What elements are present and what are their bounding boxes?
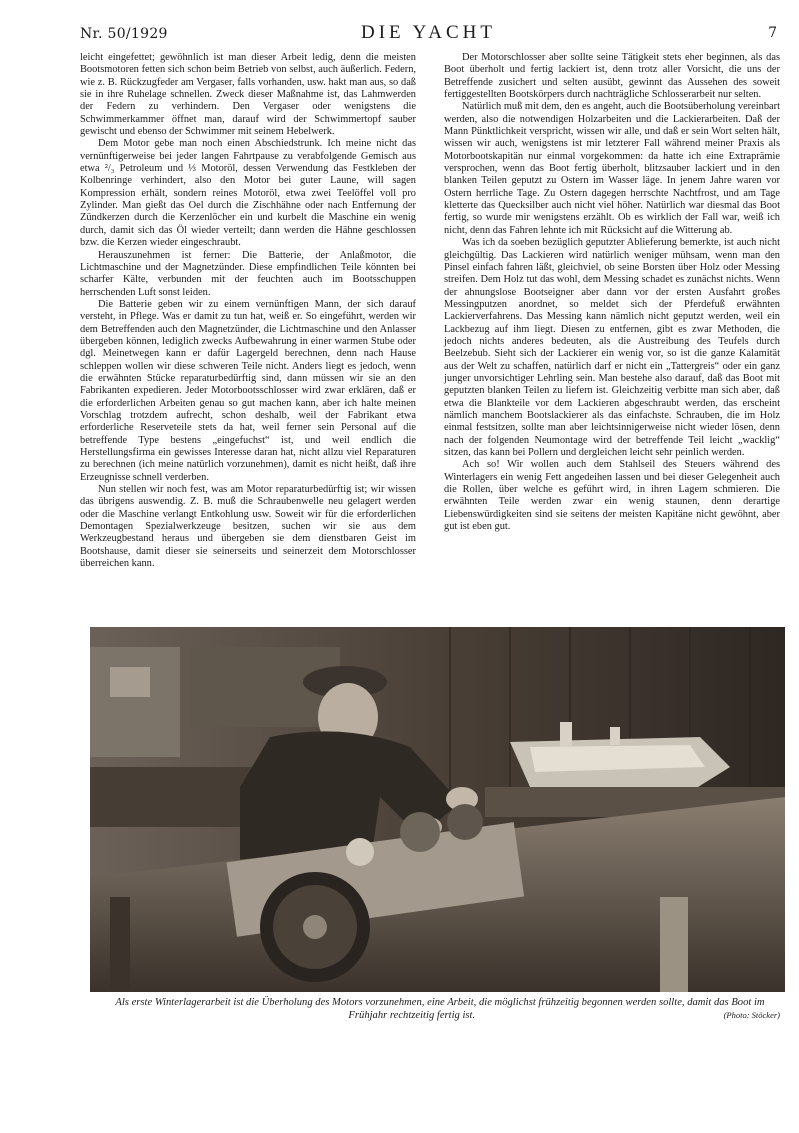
paragraph: Was ich da soeben bezüglich geputzter Ablieferung bemerkte, ist auch nicht gleichgültig. Das Lackieren wird natürlich weniger mühsam, wenn man den Pinsel einfach fahren läßt, gleichviel, ob seine Borsten über Holz oder Messing streifen. Dem Holz tut das wohl, dem Messing schadet es zunächst nichts. Wenn der ahnungslose Bootseigner aber dann vor der ersten Ausfahrt großes Messingputzen anordnet, so meldet sich der Pferdefuß erwähnten Lackierverfahrens. Das Messing kann nämlich nicht geputzt werden, weil ein Lackbezug auf ihm liegt. Diesen zu entfernen, gibt es zwar Methoden, die jedoch nichts anderes bedeuten, als die Austreibung des Teufels durch Beelzebub. Sieht sich der Lackierer ein wenig vor, so ist die ganze Kalamität aus der Welt zu schaffen, natürlich darf er nicht ein „Tattergreis“ oder ein ganz junger unvorsichtiger Lehrling sein. Man bestehe also darauf, daß das Boot mit geputzten blanken Teilen zu liefern ist. Gleichzeitig verbitte man sich aber, daß etwa die Blankteile vor dem Lackieren abgeschraubt werden, das erscheint nämlich manchem Bootslackierer als das einfachste. Schrauben, die im Holz einmal festsitzen, sollte man aber leichtsinnigerweise nicht wieder lösen, denn nach der folgenden Neumontage wird der betreffende Teil leicht „wacklig“ sitzen, das kann bei Pollern und dergleichen leicht sehr peinlich werden. bbox=[444, 237, 780, 458]
photo-illustration bbox=[90, 627, 785, 992]
paragraph: Dem Motor gebe man noch einen Abschiedstrunk. Ich meine nicht das vernünftigerweise bei jeder langen Fahrtpause zu verabfolgende Gemisch aus etwa ²/₃ Petroleum und ⅓ Motoröl, dessen Verwendung das Festkleben der Kolbenringe verhindert, also den Motor bei guter Laune, will sagen Kompression erhält, sondern reines Motoröl, etwa zwei Teelöffel voll pro Zylinder. Man gießt das Oel durch die Zischhähne oder nach Entfernung der Zündkerzen durch die Kerzenlöcher ein und kurbelt die Maschine ein wenig durch, damit sich das Öl wieder verteilt; dann werden die Hähne geschlossen bzw. die Kerzen wieder eingeschraubt. bbox=[80, 138, 416, 249]
paragraph: Ach so! Wir wollen auch dem Stahlseil des Steuers während des Winterlagers ein wenig Fett angedeihen lassen und bei dieser Gelegenheit auch die Rollen, über welche es geführt wird, in ihren Lagern schmieren. Die erwähnten Teile werden zwar ein wenig staunen, denn derartige Liebenswürdigkeiten sind sie seitens der meisten Kapitäne nicht gewöhnt, aber gut ist eben gut. bbox=[444, 459, 780, 533]
page-number: 7 bbox=[768, 25, 777, 41]
workshop-photo bbox=[90, 627, 785, 992]
paragraph: Nun stellen wir noch fest, was am Motor reparaturbedürftig ist; wir wissen das übrigens auswendig. Z. B. muß die Schraubenwelle neu gelagert werden oder die Maschine verlangt Entkohlung usw. Soweit wir für die erforderlichen Demontagen Spezialwerkzeuge besitzen, suchen wir sie aus dem Werkzeugbestand heraus und übergeben sie dem dienstbaren Geist im Bootshause, damit dieser sie seinerseits und seinerzeit dem Motorschlosser überreichen kann. bbox=[80, 484, 416, 570]
paragraph: Der Motorschlosser aber sollte seine Tätigkeit stets eher beginnen, als das Boot überholt und fertig lackiert ist, denn trotz aller Vorsicht, die uns der Betreffende zusichert und selten ausübt, gewinnt das Aussehen des soweit fertiggestellten Bootskörpers durch nachträgliche Schlosserarbeit nur selten. bbox=[444, 52, 780, 101]
left-column bbox=[80, 52, 416, 570]
figure-caption bbox=[100, 996, 780, 1022]
photo-credit: (Photo: Stöcker) bbox=[723, 1010, 780, 1020]
paragraph: Die Batterie geben wir zu einem vernünftigen Mann, der sich darauf versteht, in Pflege. Was er damit zu tun hat, weiß er. So eingeführt, werden wir dem Betreffenden auch den Magnetzünder, die Lichtmaschine und den Anlasser übergeben können, lediglich zwecks Aufbewahrung in einer warmen Stube oder dgl. Meinetwegen kann er dafür Lagergeld berechnen, denn nach Hause schleppen wollen wir diese schweren Teile nicht. Anders liegt es jedoch, wenn die erwähnten Stücke reparaturbedürftig sind, dann müssen wir sie an den Fabrikanten expedieren. Jeder Motorbootsschlosser wird zwar erklären, daß er die erforderlichen Arbeiten genau so gut machen kann, aber ich halte meinen Vorschlag trotzdem aufrecht, schon deshalb, weil der Fabrikant etwa erforderliche Reserveteile stets da hat, weil ferner sein Personal auf die betreffende Type bestens „eingefuchst“ ist, und weil endlich die Herstellungsfirma ein gewisses Interesse daran hat, nicht allzu viel Reparaturen zu berechnen (ich meine natürlich vorzunehmen), damit es nicht heißt, daß ihre Erzeugnisse schnell verderben. bbox=[80, 298, 416, 483]
paragraph: Herauszunehmen ist ferner: Die Batterie, der Anlaßmotor, die Lichtmaschine und der Magnetzünder. Diese empfindlichen Teile könnten bei scharfer Kälte, verbunden mit der feuchten auch im Bootsschuppen herrschenden Luft sonst leiden. bbox=[80, 249, 416, 298]
caption-text: Als erste Winterlagerarbeit ist die Überholung des Motors vorzunehmen, eine Arbeit, die möglichst frühzeitig begonnen werden sollte, damit das Boot im Frühjahr rechtzeitig fertig ist. bbox=[115, 997, 765, 1021]
page-header bbox=[80, 22, 777, 46]
paragraph: Natürlich muß mit dem, den es angeht, auch die Bootsüberholung vereinbart werden, also die notwendigen Holzarbeiten und die Lackierarbeiten. Daß der Mann Pünktlichkeit verspricht, wissen wir alle, und daß er sein Wort selten hält, wissen wir auch, wenigstens ist mir letzterer Fall während meiner Praxis als Motorbootskapitän nur einmal vorgekommen: da hatte ich eine Extraprämie versprochen, wenn das Boot fertig überholt, blitzsauber lackiert und in den blanken Teilen geputzt zu Ostern im Wasser läge. In jenem Jahre waren vor Ostern herrliche Tage. Zu Ostern dagegen herrschte Nachtfrost, und am Tage kletterte das Quecksilber auch nicht viel höher. Natürlich war diesmal das Boot fertig, so wurde mir wenigstens erzählt. Ob es wirklich der Fall war, weiß ich nicht, denn das Fahren lehnte ich mit Rücksicht auf die Witterung ab. bbox=[444, 101, 780, 236]
right-column bbox=[444, 52, 780, 533]
issue-number: Nr. 50/1929 bbox=[80, 26, 168, 42]
paragraph: leicht eingefettet; gewöhnlich ist man dieser Arbeit ledig, denn die meisten Bootsmotoren fetten sich schon beim Betrieb von selbst, auch äußerlich. Federn, wie z. B. Rückzugfeder am Vergaser, falls vorhanden, usw. hakt man aus, so daß sie in ihre Ruhelage schnellen. Zweck dieser Maßnahme ist, das Lahmwerden der Federn zu verhindern. Den Vergaser oder wenigstens die Schwimmerkammer öffnet man, darauf wird der Schwimmertopf sauber gewischt und ebenso der Schwimmer mit seinem Hebelwerk. bbox=[80, 52, 416, 138]
masthead-title: DIE YACHT bbox=[360, 22, 497, 43]
